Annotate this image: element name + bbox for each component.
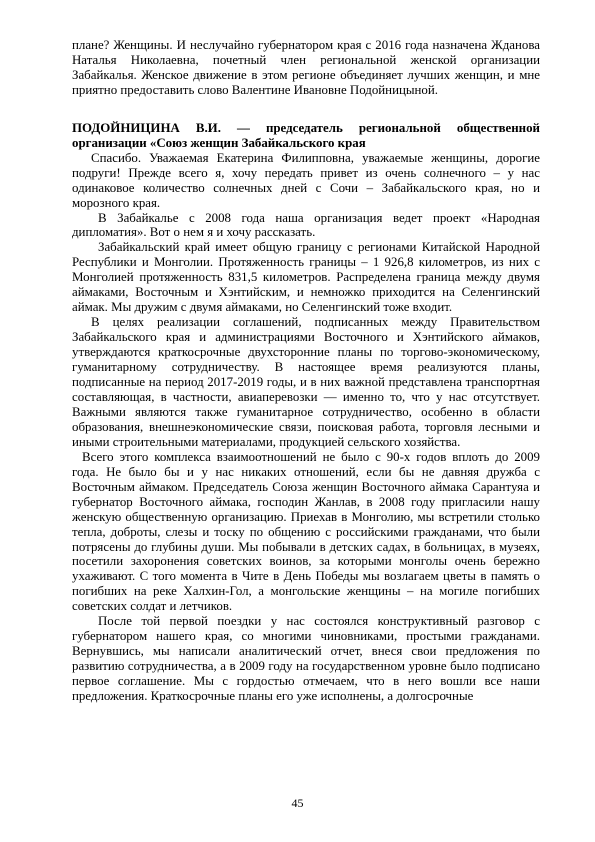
page-number: 45 <box>291 796 304 810</box>
paragraph-project: В Забайкалье с 2008 года наша организация ведет проект «Народная дипломатия». Вот о нем я и хочу рассказать. <box>72 210 540 240</box>
paragraph-agreements: В целях реализации соглашений, подписанных между Правительством Забайкальского края и администрациями Восточного и Хэнтийского аймаков, утверждаются краткосрочные двухсторонние планы по торгово-экономическому, гуманитарному сотрудничеству. В настоящее время реализуются планы, подписанные на период 2017-2019 годы, и в них важной представлена транспортная составляющая, в частности, авиаперевозки — именно то, что у нас отсутствует. Важными являются также гуманитарное сотрудничество, особенно в области образования, внешнеэкономические связи, поисковая работа, торговля лесными и иными строительными материалами, продукцией сельского хозяйства. <box>72 315 540 449</box>
paragraph-intro: плане? Женщины. И неслучайно губернатором края с 2016 года назначена Жданова Наталья Николаевна, почетный член региональной женской организации Забайкалья. Женское движение в этом регионе объединяет лучших женщин, и мне приятно предоставить слово Валентине Ивановне Подойницыной. <box>72 38 540 97</box>
speaker-heading: ПОДОЙНИЦИНА В.И. — председатель региональной общественной организации «Союз женщин Забайкальского края <box>72 120 540 150</box>
paragraph-after-trip: После той первой поездки у нас состоялся конструктивный разговор с губернатором нашего края, со многими чиновниками, простыми гражданами. Вернувшись, мы написали аналитический отчет, внеся свои предложения по развитию сотрудничества, а в 2009 году на государственном уровне было подписано первое соглашение. Мы с гордостью отмечаем, что в него вошли все наши предложения. Краткосрочные планы его уже исполнены, а долгосрочные <box>72 614 540 704</box>
paragraph-history: Всего этого комплекса взаимоотношений не было с 90-х годов вплоть до 2009 года. Не было бы и у нас никаких отношений, если бы не давняя дружба с Восточным аймаком. Председатель Союза женщин Восточного аймака Сарантуяа и губернатор Восточного аймака, господин Жанлав, в 2008 году пригласили нашу женскую общественную организацию. Приехав в Монголию, мы встретили столько тепла, доброты, слезы и тоску по общению с российскими гражданами, что были потрясены до глубины души. Мы побывали в детских садах, в больницах, в музеях, посетили захоронения советских воинов, за которыми монголы очень бережно ухаживают. С того момента в Чите в День Победы мы возлагаем цветы в память о погибших на реке Халхин-Гол, а монгольские женщины – на могиле погибших советских солдат и летчиков. <box>72 449 540 614</box>
document-page <box>72 38 540 704</box>
paragraph-border: Забайкальский край имеет общую границу с регионами Китайской Народной Республики и Монголии. Протяженность границы – 1 926,8 километров, из них с Монголией протяженность 831,5 километров. Распределена граница между двумя аймаками, Восточным и Хэнтийским, и немножко приходится на Селенгинский аймак. Мы дружим с двумя аймаками, но Селенгинский тоже входит. <box>72 240 540 315</box>
paragraph-greeting: Спасибо. Уважаемая Екатерина Филипповна, уважаемые женщины, дорогие подруги! Прежде всего я, хочу передать привет из очень солнечного – у нас одинаковое количество солнечных дней с Сочи – Забайкальского края, но и морозного края. <box>72 150 540 210</box>
